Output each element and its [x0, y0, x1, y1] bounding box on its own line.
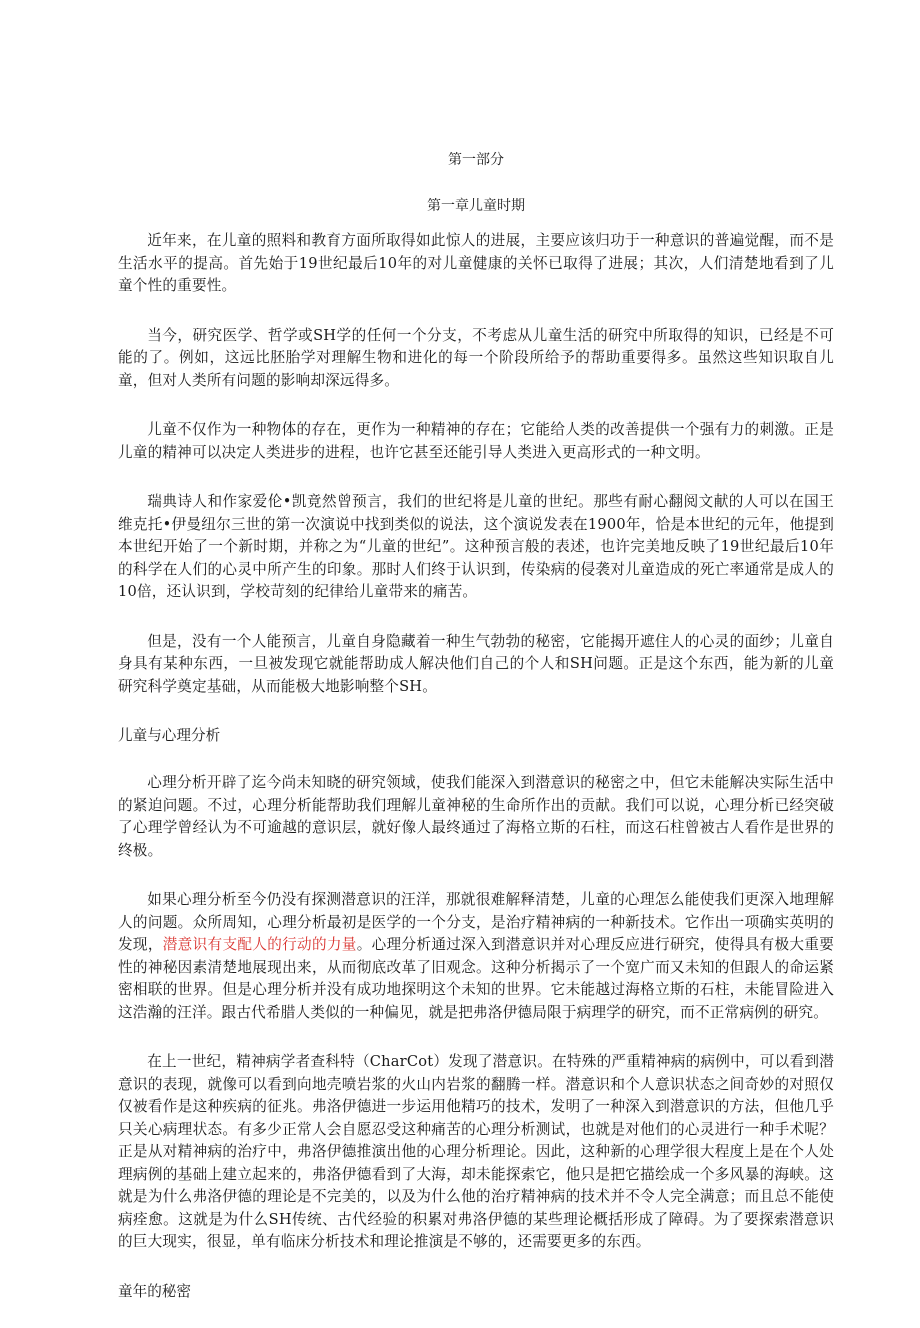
- paragraph: 在上一世纪，精神病学者查科特（CharCot）发现了潜意识。在特殊的严重精神病的病例中，可以看到潜意识的表现，就像可以看到向地壳喷岩浆的火山内岩浆的翻腾一样。潜意识和个人意识状态之间奇妙的对照仅仅被看作是这种疾病的征兆。弗洛伊德进一步运用他精巧的技术，发明了一种深入到潜意识的方法，但他几乎只关心病理状态。有多少正常人会自愿忍受这种痛苦的心理分析测试，也就是对他们的心灵进行一种手术呢？正是从对精神病的治疗中，弗洛伊德推演出他的心理分析理论。因此，这种新的心理学很大程度上是在个人处理病例的基础上建立起来的，弗洛伊德看到了大海，却未能探索它，他只是把它描绘成一个多风暴的海峡。这就是为什么弗洛伊德的理论是不完美的，以及为什么他的治疗精神病的技术并不令人完全满意；而且总不能使病痊愈。这就是为什么SH传统、古代经验的积累对弗洛伊德的某些理论概括形成了障碍。为了要探索潜意识的巨大现实，很显，单有临床分析技术和理论推演是不够的，还需要更多的东西。: [118, 1053, 834, 1250]
- document-page: [118, 150, 834, 1328]
- paragraph: 瑞典诗人和作家爱伦•凯竟然曾预言，我们的世纪将是儿童的世纪。那些有耐心翻阅文献的人可以在国王维克托•伊曼纽尔三世的第一次演说中找到类似的说法，这个演说发表在1900年，恰是本世纪的元年，他提到本世纪开始了一个新时期，并称之为“儿童的世纪”。这种预言般的表述，也许完美地反映了19世纪最后10年的科学在人们的心灵中所产生的印象。那时人们终于认识到，传染病的侵袭对儿童造成的死亡率通常是成人的10倍，还认识到，学校苛刻的纪律给儿童带来的痛苦。: [118, 493, 834, 600]
- paragraph-text-before: 如果心理分析至今仍没有探测潜意识的汪洋，那就很难解释清楚，儿童的心理怎么能使我们更深入地理解人的问题。众所周知，心理分析最初是医学的一个分支，是治疗精神病的一种新技术。它作出一项确实英明的发现，: [118, 891, 834, 953]
- paragraph-text-after: 。心理分析通过深入到潜意识并对心理反应进行研究，使得具有极大重要性的神秘因素清楚地展现出来，从而彻底改革了旧观念。这种分析揭示了一个宽广而又未知的但跟人的命运紧密相联的世界。但是心理分析并没有成功地探明这个未知的世界。它未能越过海格立斯的石柱，未能冒险进入这浩瀚的汪洋。跟古代希腊人类似的一种偏见，就是把弗洛伊德局限于病理学的研究，而不正常病例的研究。: [118, 936, 834, 1021]
- paragraph: 心理分析开辟了迄今尚未知晓的研究领域，使我们能深入到潜意识的秘密之中，但它未能解决实际生活中的紧迫问题。不过，心理分析能帮助我们理解儿童神秘的生命所作出的贡献。我们可以说，心理分析已经突破了心理学曾经认为不可逾越的意识层，就好像人最终通过了海格立斯的石柱，而这石柱曾被古人看作是世界的终极。: [118, 774, 834, 859]
- chapter-title: 第一章儿童时期: [427, 198, 525, 214]
- section-title: 儿童与心理分析: [118, 727, 221, 744]
- part-title: 第一部分: [448, 152, 504, 168]
- paragraph: 近年来，在儿童的照料和教育方面所取得如此惊人的进展，主要应该归功于一种意识的普遍觉醒，而不是生活水平的提高。首先始于19世纪最后10年的对儿童健康的关怀已取得了进展；其次，人们清楚地看到了儿童个性的重要性。: [118, 232, 834, 294]
- paragraph: 儿童不仅作为一种物体的存在，更作为一种精神的存在；它能给人类的改善提供一个强有力的刺激。正是儿童的精神可以决定人类进步的进程，也许它甚至还能引导人类进入更高形式的一种文明。: [118, 421, 834, 461]
- paragraph-with-highlight: [118, 889, 834, 1024]
- paragraph: 但是，没有一个人能预言，儿童自身隐藏着一种生气勃勃的秘密，它能揭开遮住人的心灵的面纱；儿童自身具有某种东西，一旦被发现它就能帮助成人解决他们自己的个人和SH问题。正是这个东西，能为新的儿童研究科学奠定基础，从而能极大地影响整个SH。: [118, 632, 834, 695]
- section-title: 童年的秘密: [118, 1282, 191, 1300]
- paragraph: 当今，研究医学、哲学或SH学的任何一个分支，不考虑从儿童生活的研究中所取得的知识，已经是不可能的了。例如，这远比胚胎学对理解生物和进化的每一个阶段所给予的帮助重要得多。虽然这些知识取自儿童，但对人类所有问题的影响却深远得多。: [118, 326, 834, 389]
- highlighted-phrase: 潜意识有支配人的行动的力量: [162, 936, 357, 953]
